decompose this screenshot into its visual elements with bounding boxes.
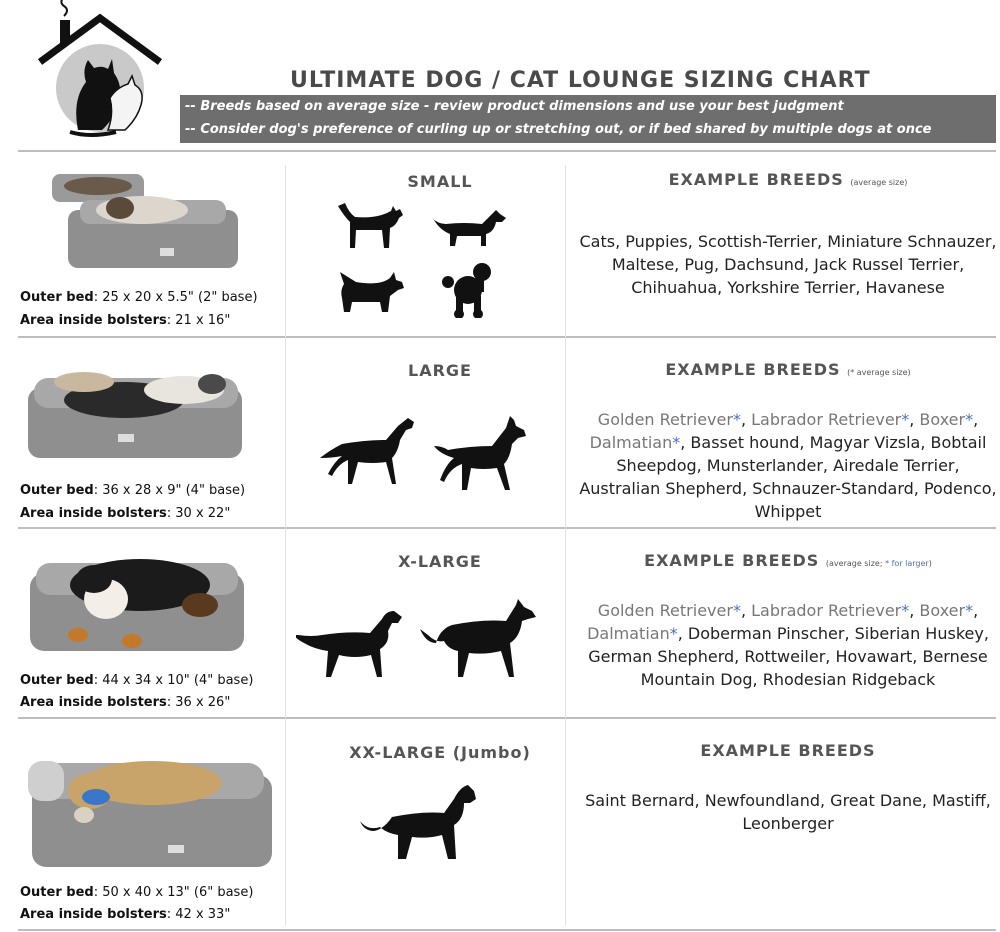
- outer-bed-dimensions: Outer bed: 25 x 20 x 5.5" (2" base): [20, 290, 258, 305]
- pet-house-logo: [20, 0, 180, 142]
- header-note: -- Consider dog's preference of curling up or stretching out, or if bed shared by multiple dogs at once: [185, 122, 932, 137]
- breed-list: Saint Bernard, Newfoundland, Great Dane, Mastiff, Leonberger: [585, 791, 991, 833]
- header-note: -- Breeds based on average size - review product dimensions and use your best judgment: [185, 99, 844, 114]
- example-breeds-heading: EXAMPLE BREEDS (average size; * for larger): [644, 551, 932, 570]
- greyhound-silhouette-icon: [318, 416, 418, 492]
- inside-bolster-dimensions: Area inside bolsters: 42 x 33": [20, 907, 231, 922]
- size-label: SMALL: [407, 172, 473, 191]
- page-title: ULTIMATE DOG / CAT LOUNGE SIZING CHART: [290, 68, 871, 93]
- example-breeds-heading: EXAMPLE BREEDS: [700, 741, 876, 760]
- breed-list: Cats, Puppies, Scottish-Terrier, Miniature Schnauzer, Maltese, Pug, Dachsund, Jack Russel Terrier, Chihuahua, Yorkshire Terrier, Havanese: [579, 232, 997, 297]
- outer-bed-dimensions: Outer bed: 44 x 34 x 10" (4" base): [20, 673, 254, 688]
- cat-silhouette-icon: [336, 202, 404, 252]
- example-breeds-heading: EXAMPLE BREEDS (* average size): [665, 360, 911, 379]
- size-label: X-LARGE: [398, 552, 482, 571]
- shepherd-silhouette-icon: [416, 599, 542, 681]
- bed-small-image: [24, 170, 244, 270]
- bed-xx-large-image: [24, 745, 278, 871]
- size-label: LARGE: [408, 361, 472, 380]
- newfoundland-silhouette-icon: [358, 781, 476, 867]
- inside-bolster-dimensions: Area inside bolsters: 30 x 22": [20, 506, 231, 521]
- size-row-small: [18, 152, 996, 336]
- size-row-large: [18, 338, 996, 527]
- dachshund-silhouette-icon: [430, 208, 506, 248]
- inside-bolster-dimensions: Area inside bolsters: 21 x 16": [20, 313, 231, 328]
- terrier-silhouette-icon: [336, 270, 406, 314]
- header-notes-bar: [180, 95, 996, 143]
- size-row-x-large: [18, 529, 996, 717]
- poodle-silhouette-icon: [438, 262, 498, 318]
- size-row-xx-large: [18, 719, 996, 929]
- setter-silhouette-icon: [296, 607, 408, 681]
- bed-large-image: [24, 360, 254, 464]
- doberman-silhouette-icon: [430, 414, 530, 494]
- breed-list: Golden Retriever*, Labrador Retriever*, Boxer*, Dalmatian*, Doberman Pinscher, Siberian Huskey, German Shepherd, Rottweiler, Hovawart, Bernese Mountain Dog, Rhodesian Ridgeback: [587, 601, 989, 689]
- row-divider: [18, 929, 996, 931]
- breed-list: Golden Retriever*, Labrador Retriever*, Boxer*, Dalmatian*, Basset hound, Magyar Vizsla, Bobtail Sheepdog, Munsterlander, Airedale Terrier, Australian Shepherd, Schnauzer-Standard, Podenco, Whippet: [579, 410, 997, 521]
- size-label: XX-LARGE (Jumbo): [349, 743, 531, 762]
- bed-x-large-image: [24, 549, 250, 657]
- inside-bolster-dimensions: Area inside bolsters: 36 x 26": [20, 695, 231, 710]
- outer-bed-dimensions: Outer bed: 36 x 28 x 9" (4" base): [20, 483, 246, 498]
- example-breeds-heading: EXAMPLE BREEDS (average size): [668, 170, 908, 189]
- outer-bed-dimensions: Outer bed: 50 x 40 x 13" (6" base): [20, 885, 254, 900]
